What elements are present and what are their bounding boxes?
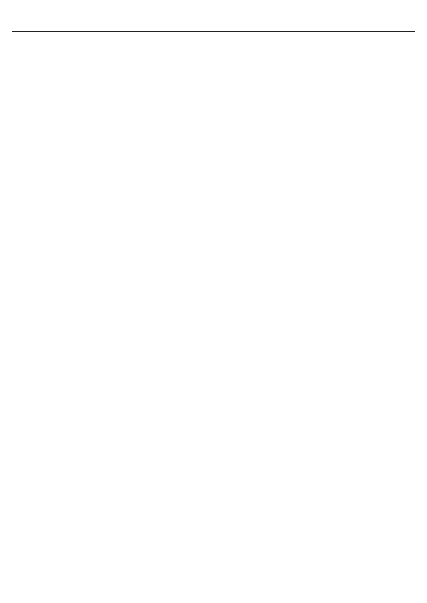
reference-item [12,114,209,123]
reference-item [219,196,416,205]
reference-item [12,40,209,49]
reference-item [12,104,209,113]
reference-item [12,215,209,224]
reference-item [12,141,209,150]
reference-item [219,58,416,67]
reference-item [219,233,416,242]
reference-item [219,104,416,113]
reference-item [12,242,209,251]
reference-item [12,205,209,214]
reference-item [219,77,416,86]
reference-item [12,178,209,187]
reference-item [12,159,209,168]
reference-item [12,150,209,159]
reference-item [219,159,416,168]
reference-column-left [12,40,209,591]
reference-item [219,242,416,251]
reference-item [12,58,209,67]
reference-item [12,187,209,196]
reference-item [12,233,209,242]
reference-item [12,224,209,233]
reference-item [219,114,416,123]
reference-item [12,77,209,86]
reference-item [219,215,416,224]
reference-item [219,132,416,141]
reference-item [219,40,416,49]
reference-item [219,68,416,77]
reference-item [219,261,416,270]
reference-item [12,123,209,132]
reference-item [219,95,416,104]
reference-item [219,86,416,95]
reference-item [219,178,416,187]
reference-item [219,123,416,132]
reference-item [219,205,416,214]
reference-item [12,132,209,141]
reference-item [12,68,209,77]
reference-item [219,141,416,150]
reference-item [12,95,209,104]
reference-item [219,224,416,233]
reference-item [219,169,416,178]
reference-item [219,187,416,196]
page-header [12,12,415,32]
reference-item [12,49,209,58]
reference-item [219,251,416,260]
reference-column-right [219,40,416,591]
reference-item [219,150,416,159]
reference-item [12,196,209,205]
reference-item [12,86,209,95]
reference-item [12,169,209,178]
reference-list [12,40,415,591]
reference-item [219,49,416,58]
